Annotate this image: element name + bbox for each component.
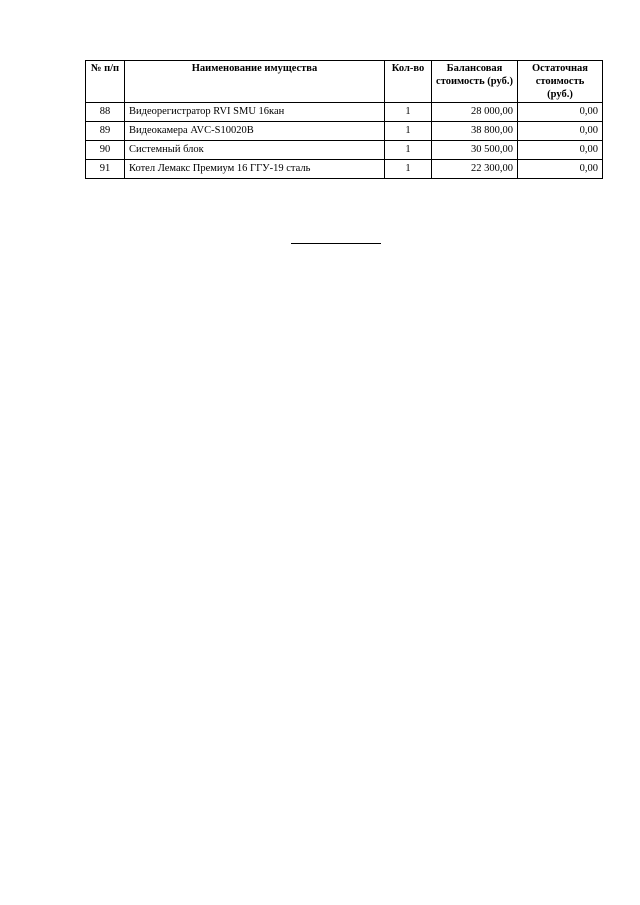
cell-name: Системный блок — [125, 141, 385, 160]
table-row — [86, 103, 603, 122]
table-row — [86, 122, 603, 141]
cell-num: 89 — [86, 122, 125, 141]
cell-num: 90 — [86, 141, 125, 160]
cell-qty: 1 — [385, 141, 432, 160]
cell-qty: 1 — [385, 103, 432, 122]
cell-residual: 0,00 — [518, 160, 603, 179]
cell-qty: 1 — [385, 122, 432, 141]
cell-residual: 0,00 — [518, 103, 603, 122]
cell-residual: 0,00 — [518, 122, 603, 141]
header-qty: Кол-во — [385, 61, 432, 103]
cell-balance: 38 800,00 — [432, 122, 518, 141]
cell-num: 88 — [86, 103, 125, 122]
header-name: Наименование имущества — [125, 61, 385, 103]
table-row — [86, 141, 603, 160]
cell-num: 91 — [86, 160, 125, 179]
cell-name: Видеорегистратор RVI SMU 16кан — [125, 103, 385, 122]
header-num: № п/п — [86, 61, 125, 103]
cell-residual: 0,00 — [518, 141, 603, 160]
cell-qty: 1 — [385, 160, 432, 179]
cell-name: Котел Лемакс Премиум 16 ГГУ-19 сталь — [125, 160, 385, 179]
header-balance: Балансовая стоимость (руб.) — [432, 61, 518, 103]
header-residual: Остаточная стоимость (руб.) — [518, 61, 603, 103]
table-row — [86, 160, 603, 179]
cell-balance: 22 300,00 — [432, 160, 518, 179]
closing-separator-line — [291, 243, 381, 244]
cell-balance: 30 500,00 — [432, 141, 518, 160]
property-table — [85, 60, 603, 179]
cell-balance: 28 000,00 — [432, 103, 518, 122]
table-header-row — [86, 61, 603, 103]
cell-name: Видеокамера AVC-S10020B — [125, 122, 385, 141]
